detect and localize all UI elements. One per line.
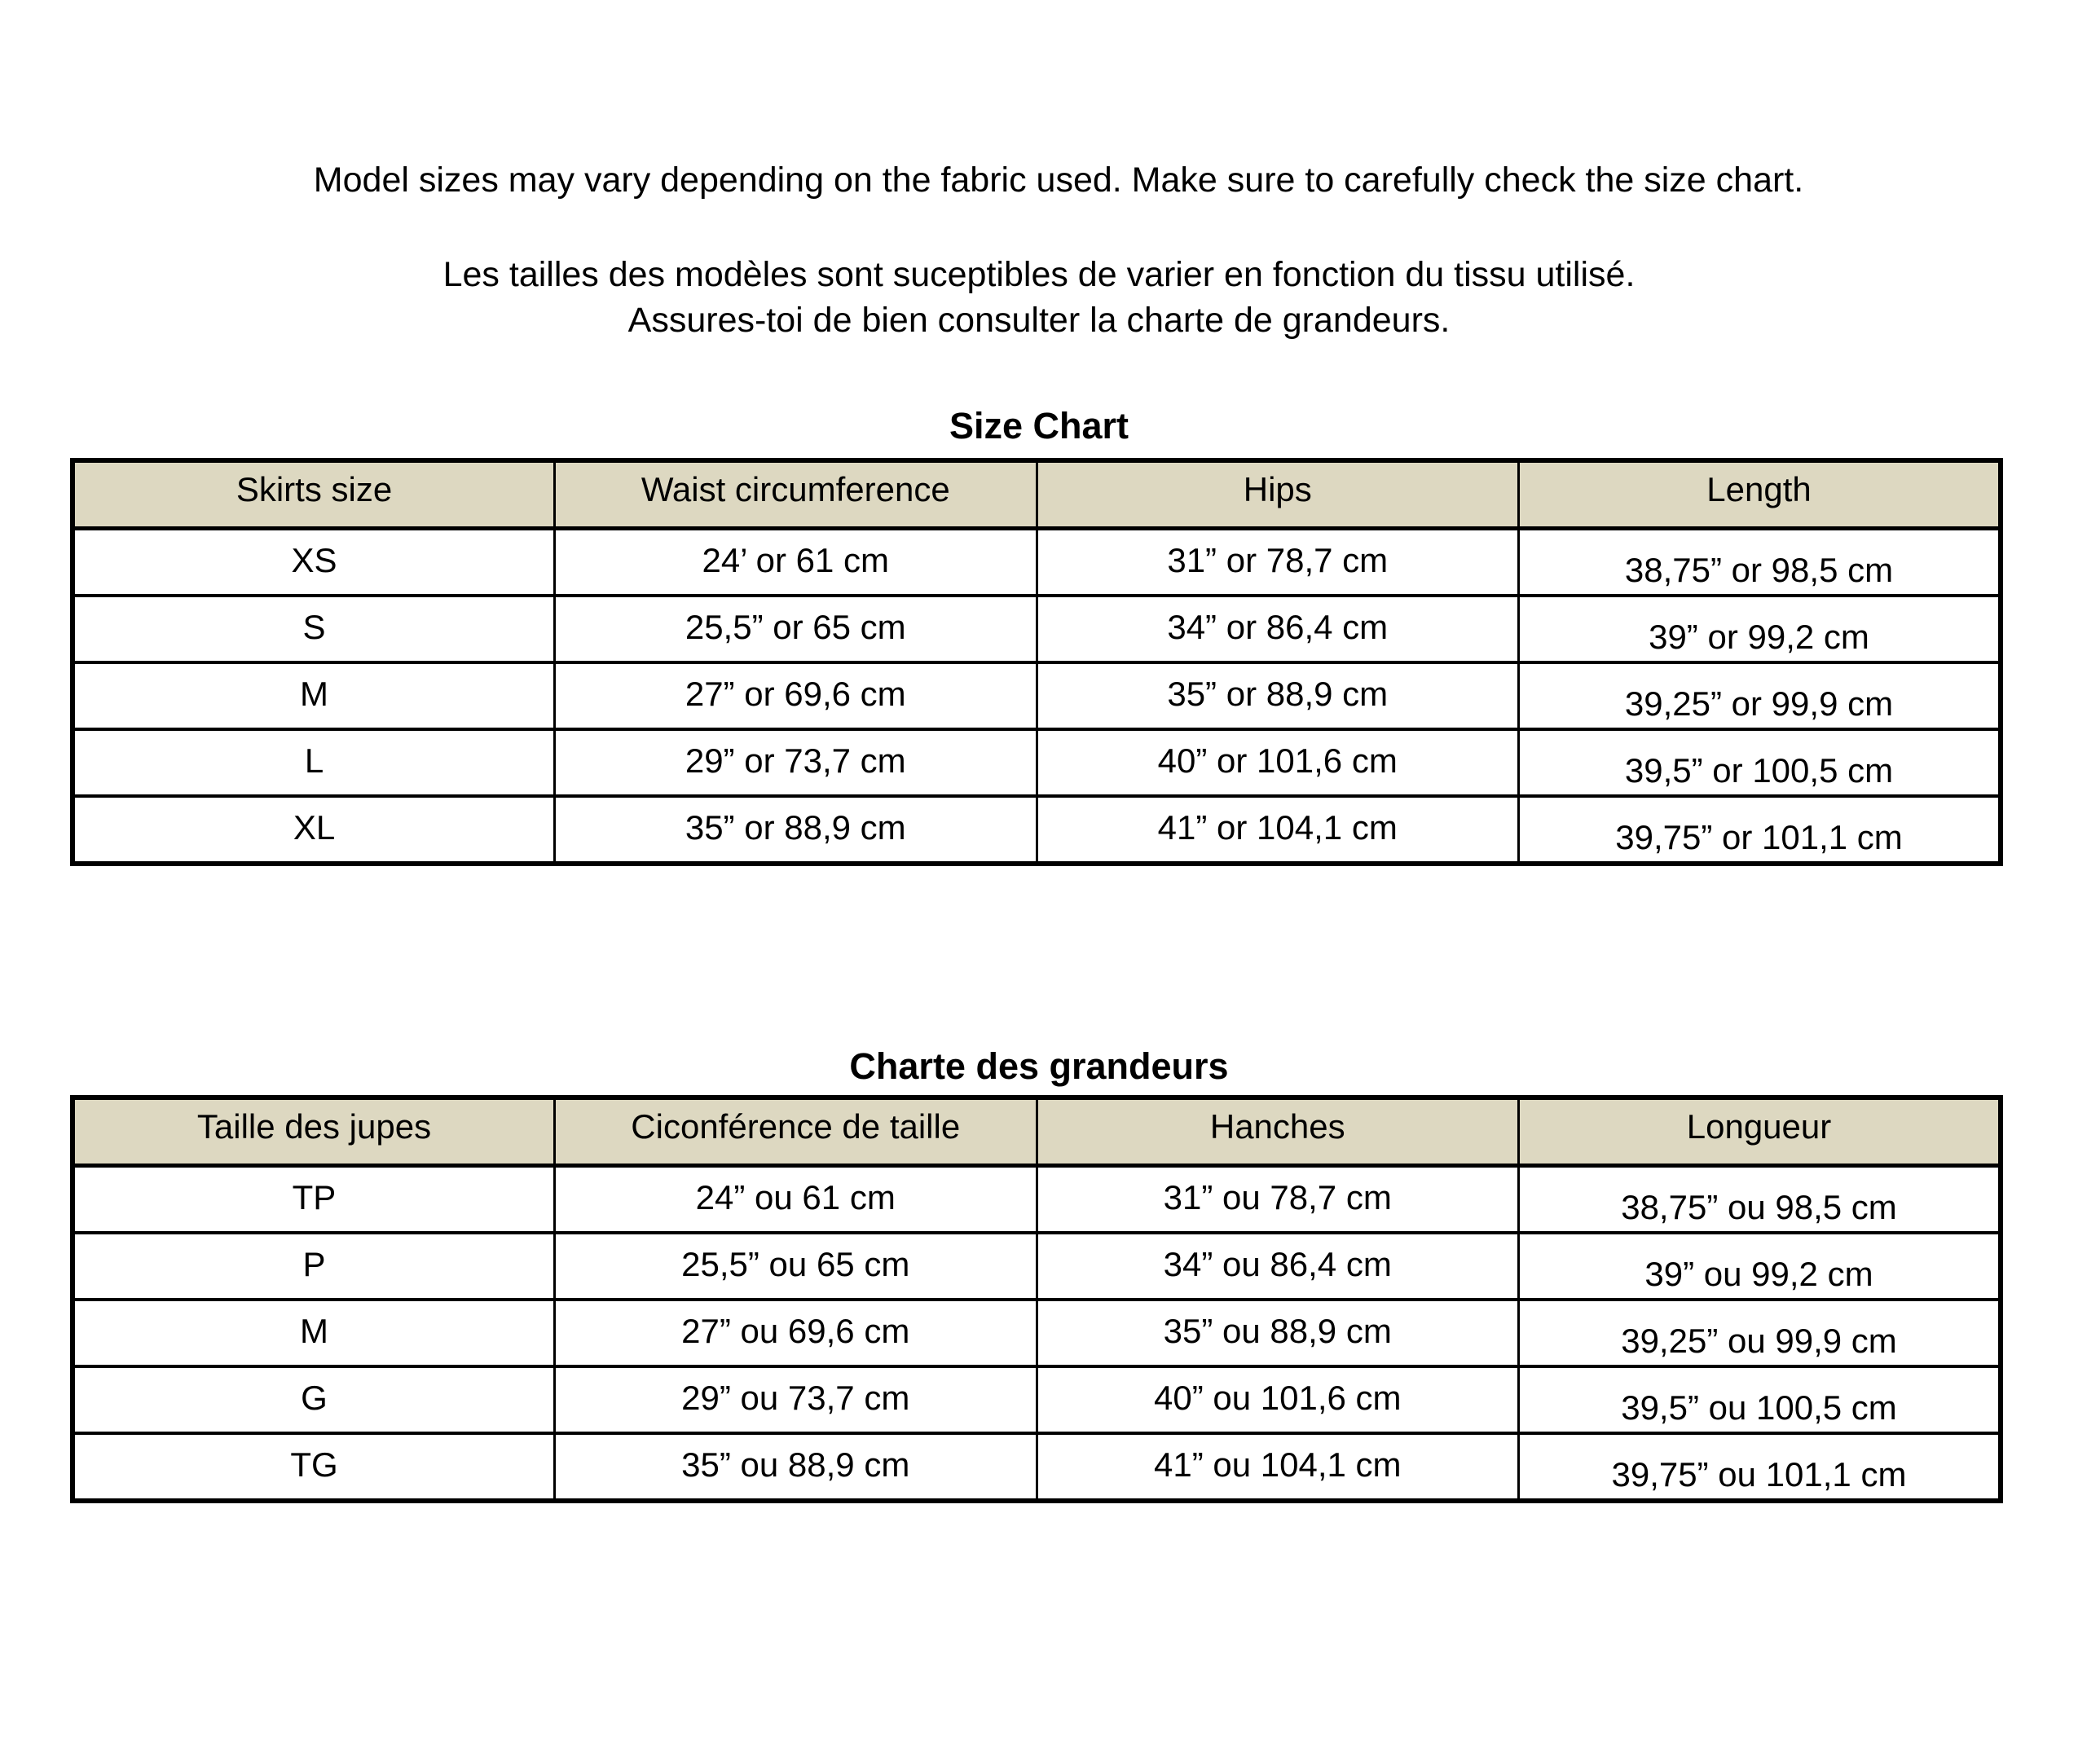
table-row — [73, 796, 2001, 864]
waist-cell: 25,5” ou 65 cm — [555, 1233, 1037, 1300]
table-row — [73, 1166, 2001, 1234]
length-cell: 39” ou 99,2 cm — [1519, 1233, 2001, 1300]
table-row — [73, 729, 2001, 796]
size-cell: L — [73, 729, 555, 796]
table-row — [73, 1433, 2001, 1501]
table-row — [73, 596, 2001, 662]
table-row — [73, 529, 2001, 596]
length-cell: 39,5” ou 100,5 cm — [1519, 1366, 2001, 1433]
waist-cell: 27” ou 69,6 cm — [555, 1300, 1037, 1366]
size-chart-title: Size Chart — [949, 405, 1129, 446]
table-row — [73, 1233, 2001, 1300]
intro-text-english: Model sizes may vary depending on the fabric used. Make sure to carefully check the size chart. — [313, 161, 1804, 200]
header-cell-skirts-size: Skirts size — [73, 460, 555, 529]
length-cell: 39,5” or 100,5 cm — [1519, 729, 2001, 796]
length-cell: 39,75” ou 101,1 cm — [1519, 1433, 2001, 1501]
header-cell-length: Length — [1519, 460, 2001, 529]
size-cell: M — [73, 662, 555, 729]
charte-grandeurs-title: Charte des grandeurs — [849, 1045, 1229, 1087]
size-cell: TP — [73, 1166, 555, 1234]
header-cell-hanches: Hanches — [1037, 1098, 1519, 1166]
table-row — [73, 1300, 2001, 1366]
size-cell: M — [73, 1300, 555, 1366]
length-cell: 39,75” or 101,1 cm — [1519, 796, 2001, 864]
waist-cell: 29” ou 73,7 cm — [555, 1366, 1037, 1433]
size-cell: P — [73, 1233, 555, 1300]
hips-cell: 34” or 86,4 cm — [1037, 596, 1519, 662]
intro-text-french-line2: Assures-toi de bien consulter la charte de grandeurs. — [627, 301, 1451, 340]
charte-grandeurs-table — [70, 1095, 2003, 1503]
length-cell: 38,75” ou 98,5 cm — [1519, 1166, 2001, 1234]
waist-cell: 24’ or 61 cm — [555, 529, 1037, 596]
hips-cell: 34” ou 86,4 cm — [1037, 1233, 1519, 1300]
table-header-row — [73, 460, 2001, 529]
header-cell-hips: Hips — [1037, 460, 1519, 529]
length-cell: 39,25” or 99,9 cm — [1519, 662, 2001, 729]
waist-cell: 27” or 69,6 cm — [555, 662, 1037, 729]
header-cell-waist: Waist circumference — [555, 460, 1037, 529]
hips-cell: 35” or 88,9 cm — [1037, 662, 1519, 729]
header-cell-longueur: Longueur — [1519, 1098, 2001, 1166]
size-cell: S — [73, 596, 555, 662]
hips-cell: 31” ou 78,7 cm — [1037, 1166, 1519, 1234]
hips-cell: 31” or 78,7 cm — [1037, 529, 1519, 596]
table-row — [73, 662, 2001, 729]
length-cell: 38,75” or 98,5 cm — [1519, 529, 2001, 596]
table-header-row — [73, 1098, 2001, 1166]
table-row — [73, 1366, 2001, 1433]
size-chart-table — [70, 458, 2003, 866]
size-cell: XL — [73, 796, 555, 864]
hips-cell: 35” ou 88,9 cm — [1037, 1300, 1519, 1366]
waist-cell: 29” or 73,7 cm — [555, 729, 1037, 796]
intro-text-french-line1: Les tailles des modèles sont suceptibles de varier en fonction du tissu utilisé. — [442, 255, 1636, 294]
waist-cell: 35” or 88,9 cm — [555, 796, 1037, 864]
size-cell: TG — [73, 1433, 555, 1501]
hips-cell: 40” ou 101,6 cm — [1037, 1366, 1519, 1433]
waist-cell: 25,5” or 65 cm — [555, 596, 1037, 662]
header-cell-circonference: Ciconférence de taille — [555, 1098, 1037, 1166]
header-cell-taille-jupes: Taille des jupes — [73, 1098, 555, 1166]
size-cell: XS — [73, 529, 555, 596]
length-cell: 39,25” ou 99,9 cm — [1519, 1300, 2001, 1366]
waist-cell: 35” ou 88,9 cm — [555, 1433, 1037, 1501]
size-cell: G — [73, 1366, 555, 1433]
hips-cell: 40” or 101,6 cm — [1037, 729, 1519, 796]
hips-cell: 41” ou 104,1 cm — [1037, 1433, 1519, 1501]
hips-cell: 41” or 104,1 cm — [1037, 796, 1519, 864]
waist-cell: 24” ou 61 cm — [555, 1166, 1037, 1234]
length-cell: 39” or 99,2 cm — [1519, 596, 2001, 662]
